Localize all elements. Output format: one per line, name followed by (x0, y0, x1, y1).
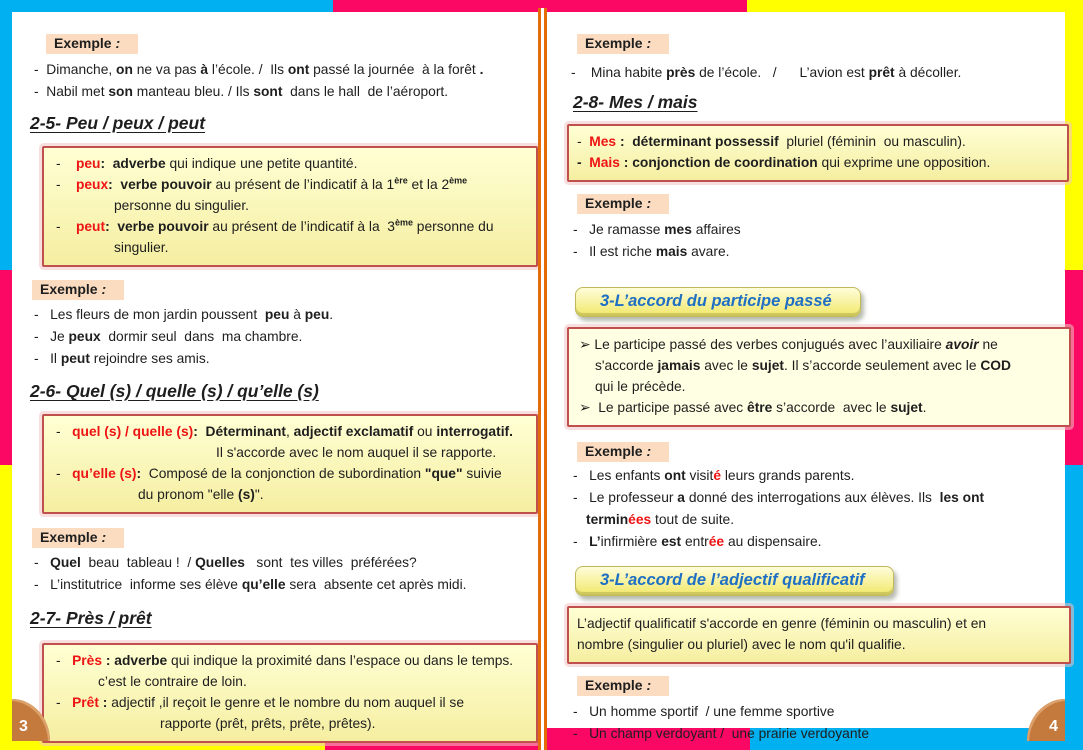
frame-top-yellow (747, 0, 1083, 12)
example-label: Exemple : (32, 280, 124, 300)
section-heading-2-7: 2-7- Près / prêt (30, 608, 152, 628)
example-label: Exemple : (577, 676, 669, 696)
section-heading-2-6: 2-6- Quel (s) / quelle (s) / qu’elle (s) (30, 381, 319, 401)
example-list (573, 701, 1059, 745)
text-line: - Les enfants ont visité leurs grands parents. (573, 468, 855, 483)
definition-box-mes-mais (567, 124, 1069, 182)
text-line: - Un homme sportif / une femme sportive (573, 704, 835, 719)
text-line: qui le précède. (595, 379, 686, 394)
definition-box-quel-quelle (42, 414, 538, 514)
example-list (34, 59, 532, 103)
text-line: - Les fleurs de mon jardin poussent peu à peu. (34, 307, 334, 322)
text-line: singulier. (114, 240, 169, 255)
text-line: - L’institutrice informe ses élève qu’elle sera absente cet après midi. (34, 577, 467, 592)
example-list (573, 465, 1059, 553)
rule-box-adjectif-qualificatif (567, 606, 1071, 664)
example-list (571, 62, 1059, 84)
example-list (34, 552, 532, 596)
example-label: Exemple : (32, 528, 124, 548)
text-line: L’adjectif qualificatif s'accorde en genre (féminin ou masculin) et en (577, 616, 987, 631)
text-line: c’est le contraire de loin. (98, 674, 247, 689)
text-line: ➢ Le participe passé avec être s’accorde avec le sujet. (579, 400, 927, 415)
text-line: - Quel beau tableau ! / Quelles sont tes villes préférées? (34, 555, 417, 570)
text-line: - Il est riche mais avare. (573, 244, 730, 259)
section-title-adjectif-qualificatif: 3-L’accord de l’adjectif qualificatif (575, 566, 894, 596)
page-left (12, 12, 538, 731)
frame-left-cyan (0, 0, 12, 270)
text-line: - Il peut rejoindre ses amis. (34, 351, 210, 366)
frame-left-yellow (0, 465, 12, 750)
definition-box-pres-pret (42, 643, 538, 743)
text-line: - Mina habite près de l’école. / L’avion est prêt à décoller. (571, 65, 962, 80)
text-line: - peux: verbe pouvoir au présent de l’indicatif à la 1ère et la 2ème (56, 175, 468, 192)
text-line: - Je peux dormir seul dans ma chambre. (34, 329, 303, 344)
example-label: Exemple : (577, 442, 669, 462)
rule-box-participe-passe (567, 327, 1071, 427)
text-line: nombre (singulier ou pluriel) avec le nom qu'il qualifie. (577, 637, 906, 652)
example-label: Exemple : (577, 34, 669, 54)
text-line: - Prêt : adjectif ,il reçoit le genre et le nombre du nom auquel il se (56, 695, 465, 710)
page-number: 4 (1049, 718, 1058, 735)
text-line: - Près : adverbe qui indique la proximité dans l’espace ou dans le temps. (56, 653, 514, 668)
text-line: - Mes : déterminant possessif pluriel (féminin ou masculin). (577, 134, 966, 149)
page-divider (538, 8, 547, 750)
text-line: du pronom "elle (s)". (138, 487, 264, 502)
text-line: - Je ramasse mes affaires (573, 222, 741, 237)
page-right (547, 12, 1065, 741)
example-list (573, 219, 1059, 263)
text-line: - Dimanche, on ne va pas à l’école. / Ils ont passé la journée à la forêt . (34, 62, 484, 77)
section-heading-2-8: 2-8- Mes / mais (573, 92, 698, 112)
example-label: Exemple : (46, 34, 138, 54)
frame-left (0, 0, 12, 750)
text-line: s'accorde jamais avec le sujet. Il s’accorde seulement avec le COD (595, 358, 1012, 373)
example-label: Exemple : (577, 194, 669, 214)
section-title-participe-passe: 3-L’accord du participe passé (575, 287, 861, 317)
text-line: - quel (s) / quelle (s): Déterminant, adjectif exclamatif ou interrogatif. (56, 424, 513, 439)
section-heading-2-5: 2-5- Peu / peux / peut (30, 113, 206, 133)
text-line: - Mais : conjonction de coordination qui exprime une opposition. (577, 155, 991, 170)
example-list (34, 304, 532, 370)
frame-top-cyan (0, 0, 333, 12)
text-line: - peu: adverbe qui indique une petite quantité. (56, 156, 358, 171)
text-line: - qu’elle (s): Composé de la conjonction de subordination "que" suivie (56, 466, 502, 481)
text-line: personne du singulier. (114, 198, 249, 213)
frame-left-magenta (0, 270, 12, 465)
text-line: - Nabil met son manteau bleu. / Ils sont dans le hall de l’aéroport. (34, 84, 449, 99)
text-line: - Le professeur a donné des interrogations aux élèves. Ils les ont (573, 490, 985, 505)
text-line: Il s'accorde avec le nom auquel il se rapporte. (216, 445, 497, 460)
text-line: terminées tout de suite. (586, 512, 735, 527)
text-line: - L’infirmière est entrée au dispensaire. (573, 534, 822, 549)
page-number: 3 (19, 718, 28, 735)
text-line: ➢ Le participe passé des verbes conjugués avec l’auxiliaire avoir ne (579, 337, 998, 352)
text-line: - peut: verbe pouvoir au présent de l’indicatif à la 3ème personne du (56, 217, 494, 234)
text-line: rapporte (prêt, prêts, prête, prêtes). (160, 716, 376, 731)
definition-box-peu-peux-peut (42, 146, 538, 267)
text-line: - Un champ verdoyant / une prairie verdoyante (573, 726, 870, 741)
